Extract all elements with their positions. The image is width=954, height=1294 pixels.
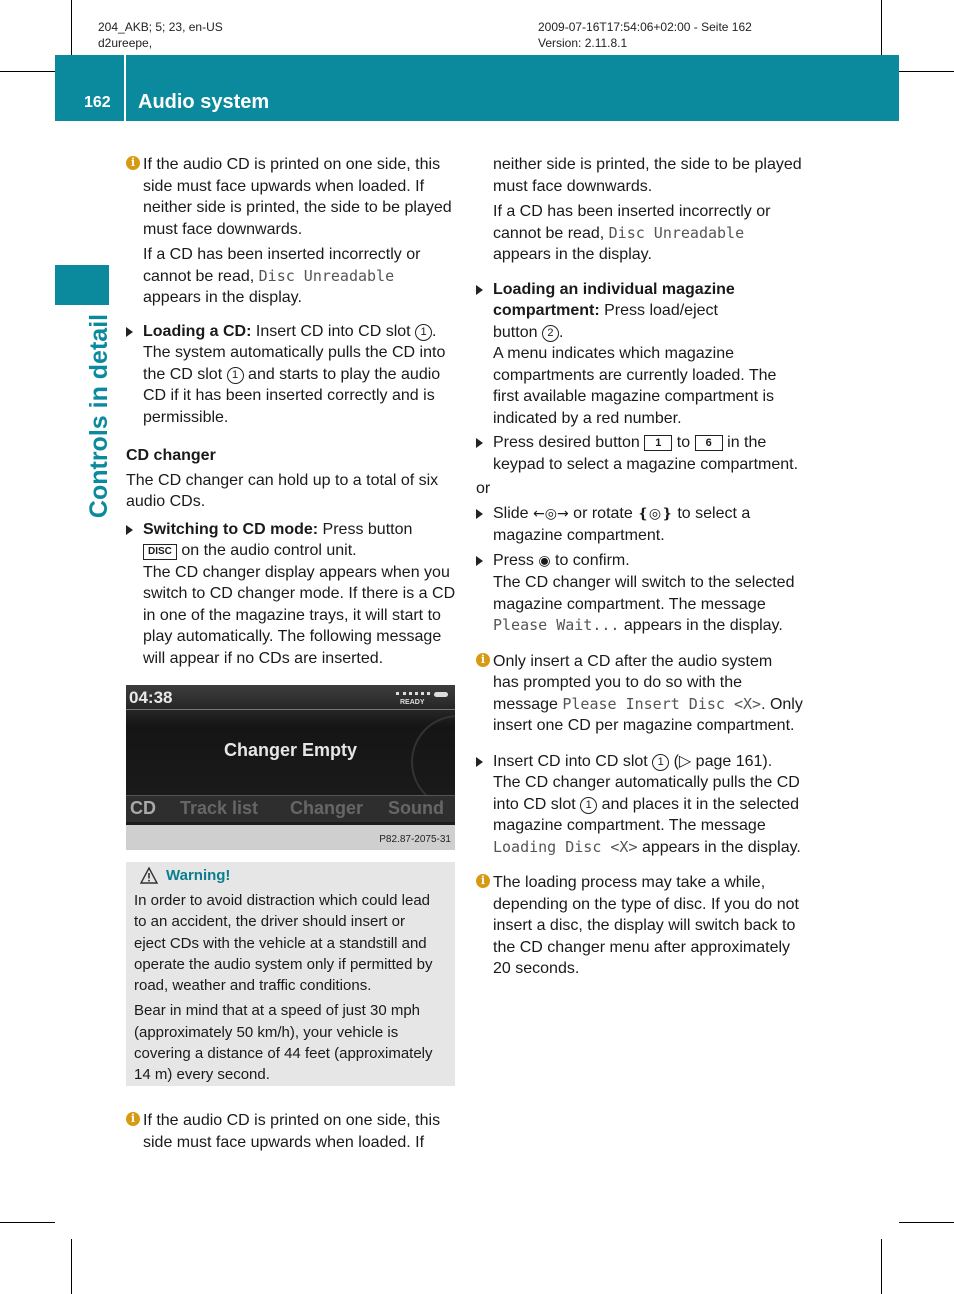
text-span: and places it in the selected	[597, 795, 800, 813]
signal-bars-icon	[396, 692, 430, 699]
crop-mark	[0, 71, 55, 72]
step-arrow-icon	[476, 556, 483, 566]
text-line: insert a disc, the display will switch back to	[493, 917, 796, 934]
text-line: the CD changer menu after approximately	[493, 938, 791, 956]
text-line	[143, 519, 461, 541]
text-span: message	[493, 695, 563, 713]
display-message: Please Wait...	[493, 616, 620, 634]
text-line: neither side is printed, the side to be played	[143, 199, 452, 216]
text-line: switch to CD changer mode. If there is a CD	[143, 585, 456, 602]
text-line: road, weather and traffic conditions.	[134, 977, 372, 995]
text-line: to an accident, the driver should insert or	[134, 913, 405, 931]
text-line	[493, 300, 812, 322]
instruction-step	[476, 751, 812, 859]
menu-tab-cd: CD	[130, 798, 156, 818]
text-line: will appear if no CDs are inserted.	[143, 649, 384, 667]
text-line: If a CD has been inserted incorrectly or	[143, 246, 421, 263]
crop-mark	[881, 1239, 882, 1294]
text-span: Insert CD into CD slot	[251, 322, 416, 340]
info-note	[126, 154, 461, 309]
text-line	[493, 279, 812, 301]
rotate-controller-icon: ❴◎❵	[637, 505, 673, 522]
callout-1-icon: 1	[652, 754, 669, 771]
text-line	[493, 432, 812, 454]
text-span: cannot be read,	[143, 267, 259, 285]
text-line: appears in the display.	[493, 246, 652, 263]
text-line: first available magazine compartment is	[493, 388, 775, 405]
text-span: and starts to play the audio	[243, 365, 441, 383]
header-separator	[124, 55, 126, 121]
meta-line: 204_AKB; 5; 23, en-US	[98, 20, 223, 34]
info-note	[476, 872, 812, 980]
text-span: . Only	[761, 695, 803, 713]
step-arrow-icon	[476, 438, 483, 448]
text-span: Press desired button	[493, 434, 645, 451]
step-arrow-icon	[126, 525, 133, 535]
display-time: 04:38	[129, 688, 173, 707]
slide-controller-icon: ←◎→	[533, 505, 569, 522]
display-message: Disc Unreadable	[608, 223, 745, 242]
step-arrow-icon	[476, 509, 483, 519]
display-message: Please Insert Disc <X>	[562, 694, 762, 713]
text-line: magazine compartment. The message	[493, 817, 766, 834]
text-line	[493, 503, 812, 526]
text-line: keypad to select a magazine compartment.	[493, 455, 799, 473]
callout-1-icon: 1	[415, 324, 432, 341]
text-line: insert one CD per magazine compartment.	[493, 717, 795, 734]
text-line: depending on the type of disc. If you do not	[493, 895, 799, 913]
info-icon: i	[476, 653, 490, 667]
text-line	[143, 266, 461, 288]
text-span: the CD slot	[143, 365, 227, 383]
step-label: Loading an individual magazine	[493, 280, 735, 298]
instruction-step	[126, 321, 461, 429]
text-line	[493, 550, 812, 573]
info-icon: i	[126, 1112, 140, 1126]
side-chapter-label: Controls in detail	[85, 313, 113, 519]
section-title: Audio system	[138, 91, 270, 113]
instruction-step	[126, 519, 461, 670]
meta-line: 2009-07-16T17:54:06+02:00 - Seite 162	[538, 20, 752, 34]
display-menu-bar	[126, 795, 455, 822]
text-line: The CD changer display appears when you	[143, 563, 450, 581]
text-span: button	[493, 323, 542, 341]
warning-box	[126, 862, 455, 1086]
text-line: button 2 .	[493, 323, 564, 341]
step-label: Loading a CD:	[143, 322, 252, 340]
text-line: eject CDs with the vehicle at a standstill and	[134, 934, 427, 952]
text-line: Loading a CD: Insert CD into CD slot 1 .	[143, 322, 437, 340]
menu-tab-changer: Changer	[290, 798, 364, 818]
step-arrow-icon	[476, 285, 483, 295]
text-line: must face downwards.	[143, 220, 303, 238]
text-line: play automatically. The following message	[143, 628, 442, 645]
text-span: appears in the display.	[637, 838, 801, 856]
instruction-step	[476, 503, 812, 547]
instruction-step	[476, 279, 812, 430]
crop-mark	[71, 1239, 72, 1294]
step-arrow-icon	[126, 327, 133, 337]
text-line: The CD changer can hold up to a total of six	[126, 471, 439, 489]
text-line: side must face upwards when loaded. If	[143, 177, 425, 195]
meta-line: Version: 2.11.8.1	[538, 36, 628, 50]
text-line	[143, 540, 461, 562]
right-column	[476, 154, 812, 980]
text-line: 20 seconds.	[493, 960, 580, 977]
text-line: magazine compartment.	[493, 527, 665, 544]
text-span: into CD slot	[493, 795, 581, 813]
text-span: appears in the display.	[619, 617, 783, 634]
text-line: CD if it has been inserted correctly and is	[143, 387, 435, 404]
press-controller-icon: ◉	[538, 552, 551, 569]
text-line: in one of the magazine trays, it will start to	[143, 606, 441, 624]
crop-mark	[71, 0, 72, 55]
display-message: Loading Disc <X>	[493, 837, 638, 856]
text-line: The loading process may take a while,	[493, 874, 766, 891]
text-line	[493, 794, 812, 816]
text-line: Only insert a CD after the audio system	[493, 652, 773, 670]
callout-2-icon: 2	[542, 325, 559, 342]
step-label: compartment:	[493, 302, 600, 319]
page-number: 162	[84, 94, 111, 111]
text-span: Press button	[318, 520, 413, 538]
text-line: If a CD has been inserted incorrectly or	[493, 203, 771, 220]
text-line: 14 m) every second.	[134, 1066, 270, 1084]
text-line: side must face upwards when loaded. If	[143, 1133, 425, 1151]
text-span: Slide	[493, 504, 534, 522]
text-line: indicated by a red number.	[493, 409, 682, 427]
crop-mark	[881, 0, 882, 55]
continued-info	[476, 154, 812, 266]
callout-1-icon: 1	[580, 797, 597, 814]
figure-code: P82.87-2075-31	[379, 834, 451, 845]
text-line	[493, 223, 812, 245]
text-line: A menu indicates which magazine	[493, 345, 735, 362]
status-bar	[394, 692, 452, 708]
text-line: must face downwards.	[493, 177, 653, 195]
info-icon: i	[126, 156, 140, 170]
instruction-step	[476, 432, 812, 475]
display-screenshot	[126, 685, 455, 850]
text-line	[493, 837, 812, 859]
disc-button-icon: DISC	[143, 544, 177, 560]
text-line: The CD changer will switch to the selected	[493, 574, 795, 591]
crop-mark	[899, 71, 954, 72]
display-message: Disc Unreadable	[258, 266, 395, 285]
text-span: (▷ page 161).	[669, 752, 773, 770]
text-span: to	[672, 434, 695, 451]
text-line: The system automatically pulls the CD into	[143, 344, 446, 361]
text-line: has prompted you to do so with the	[493, 674, 743, 691]
text-span: to confirm.	[550, 551, 630, 569]
text-span: Press	[493, 551, 539, 569]
key-6-icon: 6	[695, 435, 723, 451]
meta-line: d2ureepe,	[98, 36, 153, 50]
print-meta-right	[538, 19, 752, 51]
text-line: permissible.	[143, 408, 229, 426]
subheading	[126, 445, 461, 467]
warning-triangle-icon	[140, 867, 158, 884]
text-line: audio CDs.	[126, 493, 206, 510]
warning-title: Warning!	[166, 867, 231, 884]
left-column	[126, 154, 461, 669]
text-line: (approximately 50 km/h), your vehicle is	[134, 1023, 399, 1041]
text-line	[493, 694, 812, 716]
warning-text	[134, 890, 454, 1086]
text-line: Bear in mind that at a speed of just 30 mph	[134, 1002, 421, 1020]
text-line: operate the audio system only if permitted by	[134, 955, 433, 973]
status-text: READY	[400, 699, 425, 706]
crop-mark	[899, 1222, 954, 1223]
callout-1-icon: 1	[227, 367, 244, 384]
text-line: neither side is printed, the side to be played	[493, 156, 802, 173]
text-span: cannot be read,	[493, 224, 609, 242]
info-note	[476, 651, 812, 737]
left-column-bottom	[126, 1110, 461, 1153]
text-span: Insert CD into CD slot	[493, 752, 653, 770]
text-line: If the audio CD is printed on one side, this	[143, 156, 441, 173]
text-line: appears in the display.	[143, 289, 302, 306]
step-arrow-icon	[476, 757, 483, 767]
text-line	[143, 364, 461, 386]
text-line	[493, 615, 812, 637]
text-line	[493, 751, 812, 773]
key-1-icon: 1	[644, 435, 672, 451]
text-span: in the	[722, 434, 767, 451]
text-line: covering a distance of 44 feet (approximately	[134, 1045, 433, 1063]
text-span: to select a	[672, 504, 751, 522]
print-meta-left	[98, 19, 223, 51]
text-line: If the audio CD is printed on one side, this	[143, 1112, 441, 1129]
subheading-text: CD changer	[126, 447, 216, 464]
text-span: or rotate	[568, 504, 638, 522]
phone-icon	[434, 692, 448, 697]
display-message: Changer Empty	[223, 740, 358, 760]
text-line: magazine compartment. The message	[493, 595, 766, 613]
text-span: Press load/eject	[599, 302, 718, 319]
menu-tab-track-list: Track list	[180, 798, 259, 818]
menu-tab-sound: Sound	[388, 798, 444, 818]
text-line: compartments are currently loaded. The	[493, 366, 777, 384]
instruction-step	[476, 550, 812, 637]
or-separator: or	[476, 480, 491, 497]
text-line: In order to avoid distraction which could lead	[134, 892, 431, 909]
display-panel	[126, 685, 455, 825]
display-top-line	[126, 709, 455, 710]
crop-mark	[0, 1222, 55, 1223]
text-span: on the audio control unit.	[176, 542, 357, 559]
info-icon: i	[476, 874, 490, 888]
info-note	[126, 1110, 461, 1153]
step-label: Switching to CD mode:	[143, 520, 319, 538]
text-line: The CD changer automatically pulls the CD	[493, 774, 800, 791]
